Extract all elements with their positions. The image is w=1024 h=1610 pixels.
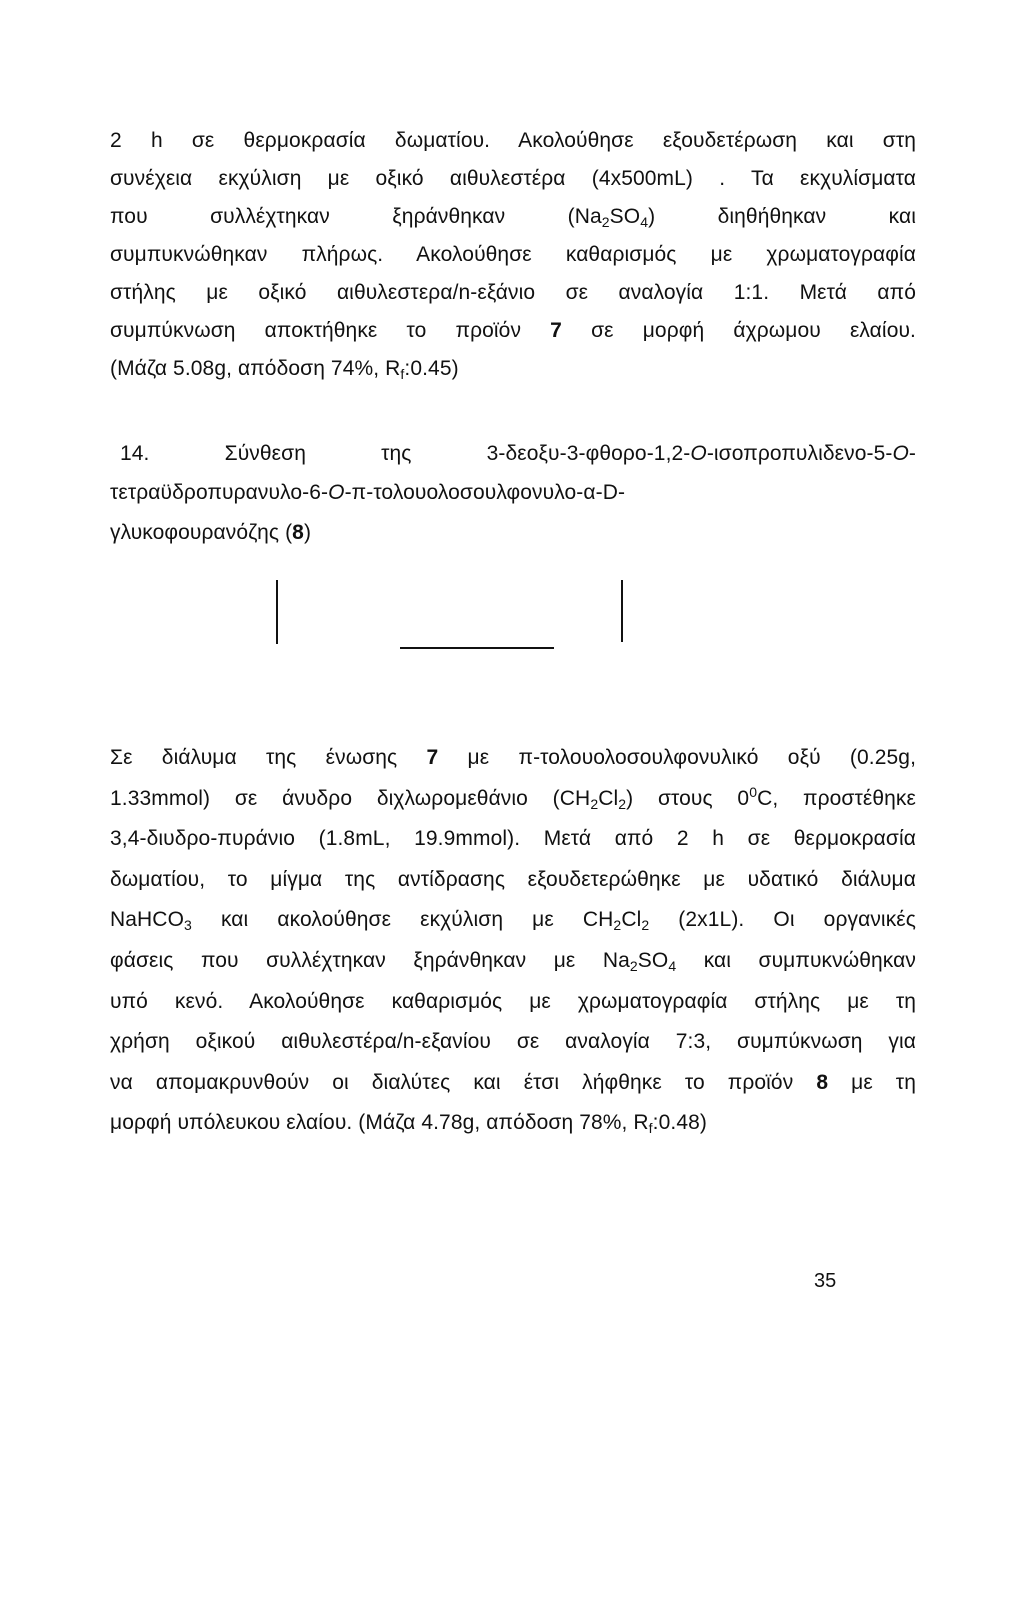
paragraph-1-line-4: συμπυκνώθηκαν πλήρως. Ακολούθησε καθαρισμός με χρωματογραφία: [110, 243, 916, 266]
paragraph-2-line-8: χρήση οξικού αιθυλεστέρα/n-εξανίου σε αναλογία 7:3, συμπύκνωση για: [110, 1030, 916, 1053]
page-number: 35: [814, 1270, 837, 1292]
paragraph-2-line-4: δωματίου, το μίγμα της αντίδρασης εξουδετερώθηκε με υδατικό διάλυμα: [110, 868, 916, 891]
paragraph-2-line-1: Σε διάλυμα της ένωσης 7 με π-τολουολοσουλφονυλικό οξύ (0.25g,: [110, 746, 916, 769]
section-heading-line-3: γλυκοφουρανόζης (8): [110, 521, 312, 544]
paragraph-1-line-1: 2 h σε θερμοκρασία δωματίου. Ακολούθησε εξουδετέρωση και στη: [110, 129, 916, 152]
scheme-bracket-left: [276, 580, 278, 644]
section-heading-line-2: τετραϋδροπυρανυλο-6-O-π-τολουολοσουλφονυλο-α-D-: [110, 481, 626, 504]
paragraph-1-line-3: που συλλέχτηκαν ξηράνθηκαν $(Na_2SO_4)$ διηθήθηκαν και: [110, 205, 916, 230]
paragraph-1-line-5: στήλης με οξικό αιθυλεστερα/n-εξάνιο σε αναλογία 1:1. Μετά από: [110, 281, 916, 304]
paragraph-2-line-10: μορφή υπόλευκου ελαίου. (Μάζα 4.78g, απόδοση 78%, $R_f:0.48$): [110, 1111, 707, 1136]
scheme-bracket-right: [621, 580, 623, 642]
scheme-reaction-arrow-line: [400, 647, 554, 649]
paragraph-2-line-6: φάσεις που συλλέχτηκαν ξηράνθηκαν με $Na_2SO_4$ και συμπυκνώθηκαν: [110, 949, 916, 974]
paragraph-1-line-7: (Μάζα 5.08g, απόδοση 74%, $R_f:0.45$): [110, 357, 459, 382]
paragraph-1-line-2: συνέχεια εκχύλιση με οξικό αιθυλεστέρα (4x500mL) . Τα εκχυλίσματα: [110, 167, 916, 190]
paragraph-2-line-7: υπό κενό. Ακολούθησε καθαρισμός με χρωματογραφία στήλης με τη: [110, 990, 916, 1013]
paragraph-1-line-6: συμπύκνωση αποκτήθηκε το προϊόν 7 σε μορφή άχρωμου ελαίου.: [110, 319, 916, 342]
section-heading-line-1: 14. Σύνθεση της 3-δεοξυ-3-φθορο-1,2-O-ισοπροπυλιδενο-5-O-: [120, 442, 917, 465]
paragraph-2-line-5: NaHCO$_3$ και ακολούθησε εκχύλιση με $CH_2Cl_2$ (2x1L). Οι οργανικές: [110, 908, 916, 933]
paragraph-2-line-2: 1.33mmol) σε άνυδρο διχλωρομεθάνιο $(CH_2Cl_2)$ στους $0^0C$, προστέθηκε: [110, 784, 916, 812]
paragraph-2-line-3: 3,4-διυδρο-πυράνιο (1.8mL, 19.9mmol). Μετά από 2 h σε θερμοκρασία: [110, 827, 916, 850]
paragraph-2-line-9: να απομακρυνθούν οι διαλύτες και έτσι λήφθηκε το προϊόν 8 με τη: [110, 1071, 916, 1094]
